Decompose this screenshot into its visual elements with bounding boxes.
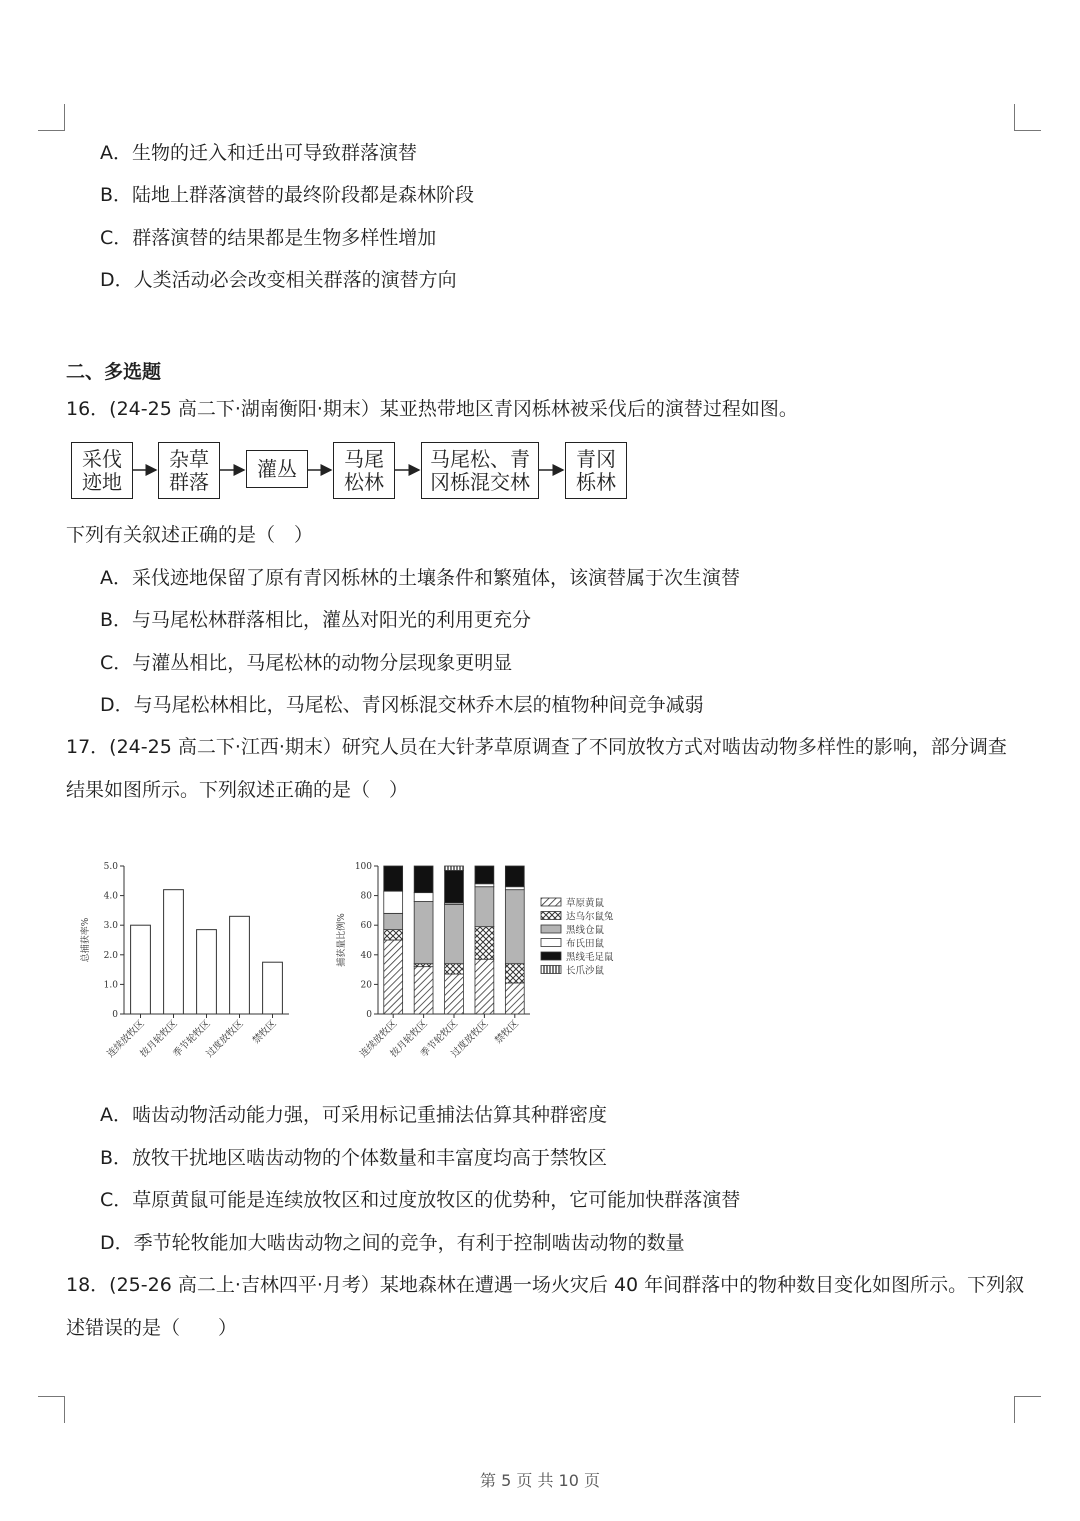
y-tick-label: 1.0 (103, 980, 118, 991)
legend-swatch-黑线毛足鼠 (541, 952, 561, 960)
stack-达乌尔鼠兔-按月轮牧区 (414, 964, 433, 967)
q16-stem: 16．(24-25 高二下·湖南衡阳·期末）某亚热带地区青冈栎林被采伐后的演替过程如图。 (66, 398, 798, 420)
q17-option-a: A．啮齿动物活动能力强，可采用标记重捕法估算其种群密度 (100, 1104, 607, 1126)
x-tick-label: 季节轮牧区 (418, 1018, 461, 1060)
y-tick-label: 4.0 (103, 891, 118, 902)
succession-flowchart (66, 438, 646, 504)
stack-布氏田鼠-连续放牧区 (384, 891, 403, 913)
flow-box-1: 采伐 迹地 (71, 442, 133, 499)
flow-box-4: 马尾 松林 (333, 442, 395, 499)
x-tick-label: 连续放牧区 (105, 1018, 147, 1060)
y-tick-label: 3.0 (103, 921, 118, 932)
flow-box-6: 青冈 栎林 (565, 442, 627, 499)
y-tick-label: 80 (360, 891, 372, 902)
q16-option-c: C．与灌丛相比，马尾松林的动物分层现象更明显 (100, 652, 513, 674)
y-axis-label: 捕获量比例% (337, 913, 347, 967)
legend-label-达乌尔鼠兔: 达乌尔鼠兔 (566, 911, 614, 923)
legend-swatch-达乌尔鼠兔 (541, 912, 561, 920)
q17-option-d: D．季节轮牧能加大啮齿动物之间的竞争，有利于控制啮齿动物的数量 (100, 1232, 685, 1254)
stack-黑线毛足鼠-禁牧区 (505, 866, 524, 887)
q15-option-d: D．人类活动必会改变相关群落的演替方向 (100, 269, 457, 291)
legend-swatch-黑线仓鼠 (541, 925, 561, 933)
legend-swatch-长爪沙鼠 (541, 966, 561, 974)
bar-按月轮牧区 (164, 890, 184, 1014)
stack-黑线毛足鼠-连续放牧区 (384, 866, 403, 891)
section-title: 二、多选题 (66, 361, 162, 383)
stack-达乌尔鼠兔-过度放牧区 (475, 927, 494, 960)
stack-草原黄鼠-季节轮牧区 (445, 974, 464, 1014)
stack-黑线仓鼠-季节轮牧区 (445, 904, 464, 963)
q15-option-b: B．陆地上群落演替的最终阶段都是森林阶段 (100, 184, 475, 206)
bar-过度放牧区 (230, 916, 250, 1014)
stack-草原黄鼠-按月轮牧区 (414, 967, 433, 1014)
legend-label-黑线毛足鼠: 黑线毛足鼠 (566, 952, 614, 963)
q17-stem-line2: 结果如图所示。下列叙述正确的是（ ） (66, 779, 409, 801)
x-tick-label: 按月轮牧区 (388, 1018, 430, 1060)
y-tick-label: 5.0 (103, 862, 118, 872)
y-tick-label: 0 (112, 1010, 118, 1020)
stack-黑线毛足鼠-过度放牧区 (475, 866, 494, 884)
flow-box-2: 杂草 群落 (158, 442, 220, 499)
stack-草原黄鼠-禁牧区 (505, 983, 524, 1014)
stack-布氏田鼠-禁牧区 (505, 887, 524, 890)
corner-mark-bottom-right (1014, 1396, 1041, 1423)
legend-swatch-草原黄鼠 (541, 898, 561, 906)
q15-option-c: C．群落演替的结果都是生物多样性增加 (100, 227, 437, 249)
y-axis-label: 总捕获率% (81, 917, 91, 963)
x-tick-label: 按月轮牧区 (138, 1018, 180, 1060)
q17-stem-line1: 17．(24-25 高二下·江西·期末）研究人员在大针茅草原调查了不同放牧方式对啮齿动物多样性的影响，部分调查 (66, 736, 1007, 758)
stack-黑线仓鼠-过度放牧区 (475, 887, 494, 927)
stack-草原黄鼠-连续放牧区 (384, 940, 403, 1014)
stack-黑线毛足鼠-季节轮牧区 (445, 870, 464, 903)
bar-季节轮牧区 (197, 930, 217, 1014)
corner-mark-bottom-left (38, 1396, 65, 1423)
bar-禁牧区 (263, 962, 283, 1014)
capture-rate-chart (66, 855, 296, 1070)
stack-黑线仓鼠-连续放牧区 (384, 913, 403, 929)
stack-黑线仓鼠-按月轮牧区 (414, 902, 433, 964)
legend-label-长爪沙鼠: 长爪沙鼠 (566, 965, 605, 977)
q16-option-b: B．与马尾松林群落相比，灌丛对阳光的利用更充分 (100, 609, 532, 631)
page-footer: 第 5 页 共 10 页 (480, 1471, 600, 1490)
legend-label-布氏田鼠: 布氏田鼠 (566, 938, 605, 950)
x-tick-label: 过度放牧区 (204, 1018, 246, 1060)
q16-option-a: A．采伐迹地保留了原有青冈栎林的土壤条件和繁殖体，该演替属于次生演替 (100, 567, 740, 589)
q16-option-d: D．与马尾松林相比，马尾松、青冈栎混交林乔木层的植物种间竞争减弱 (100, 694, 704, 716)
stack-黑线仓鼠-禁牧区 (505, 890, 524, 964)
y-tick-label: 2.0 (103, 950, 118, 961)
y-tick-label: 60 (360, 921, 372, 932)
stack-长爪沙鼠-季节轮牧区 (445, 866, 464, 870)
legend-label-草原黄鼠: 草原黄鼠 (566, 898, 605, 909)
stack-达乌尔鼠兔-禁牧区 (505, 964, 524, 983)
legend-label-黑线仓鼠: 黑线仓鼠 (566, 925, 605, 936)
corner-mark-top-right (1014, 104, 1041, 131)
y-tick-label: 20 (360, 980, 372, 991)
x-tick-label: 季节轮牧区 (171, 1018, 213, 1060)
x-tick-label: 过度放牧区 (449, 1018, 491, 1060)
q17-option-b: B．放牧干扰地区啮齿动物的个体数量和丰富度均高于禁牧区 (100, 1147, 608, 1169)
stack-黑线毛足鼠-按月轮牧区 (414, 866, 433, 893)
stack-布氏田鼠-按月轮牧区 (414, 893, 433, 902)
stack-达乌尔鼠兔-季节轮牧区 (445, 964, 464, 974)
flow-arrows (66, 438, 646, 504)
x-tick-label: 禁牧区 (492, 1018, 521, 1047)
flow-box-5: 马尾松、青 冈栎混交林 (421, 442, 539, 499)
capture-proportion-chart (330, 855, 650, 1070)
stack-达乌尔鼠兔-连续放牧区 (384, 930, 403, 940)
y-tick-label: 0 (366, 1010, 372, 1020)
legend-swatch-布氏田鼠 (541, 939, 561, 947)
q18-stem-line2: 述错误的是（ ） (66, 1317, 238, 1339)
q17-option-c: C．草原黄鼠可能是连续放牧区和过度放牧区的优势种，它可能加快群落演替 (100, 1189, 741, 1211)
bar-连续放牧区 (131, 925, 151, 1014)
x-tick-label: 禁牧区 (250, 1018, 279, 1047)
y-tick-label: 100 (354, 862, 372, 872)
stack-布氏田鼠-过度放牧区 (475, 884, 494, 887)
stack-草原黄鼠-过度放牧区 (475, 959, 494, 1014)
q16-prompt: 下列有关叙述正确的是（ ） (66, 524, 314, 546)
x-tick-label: 连续放牧区 (357, 1018, 400, 1060)
q18-stem-line1: 18．(25-26 高二上·吉林四平·月考）某地森林在遭遇一场火灾后 40 年间群落中的物种数目变化如图所示。下列叙 (66, 1274, 1025, 1296)
flow-box-3: 灌丛 (246, 450, 308, 488)
corner-mark-top-left (38, 104, 65, 131)
q15-option-a: A．生物的迁入和迁出可导致群落演替 (100, 142, 417, 164)
y-tick-label: 40 (360, 950, 372, 961)
